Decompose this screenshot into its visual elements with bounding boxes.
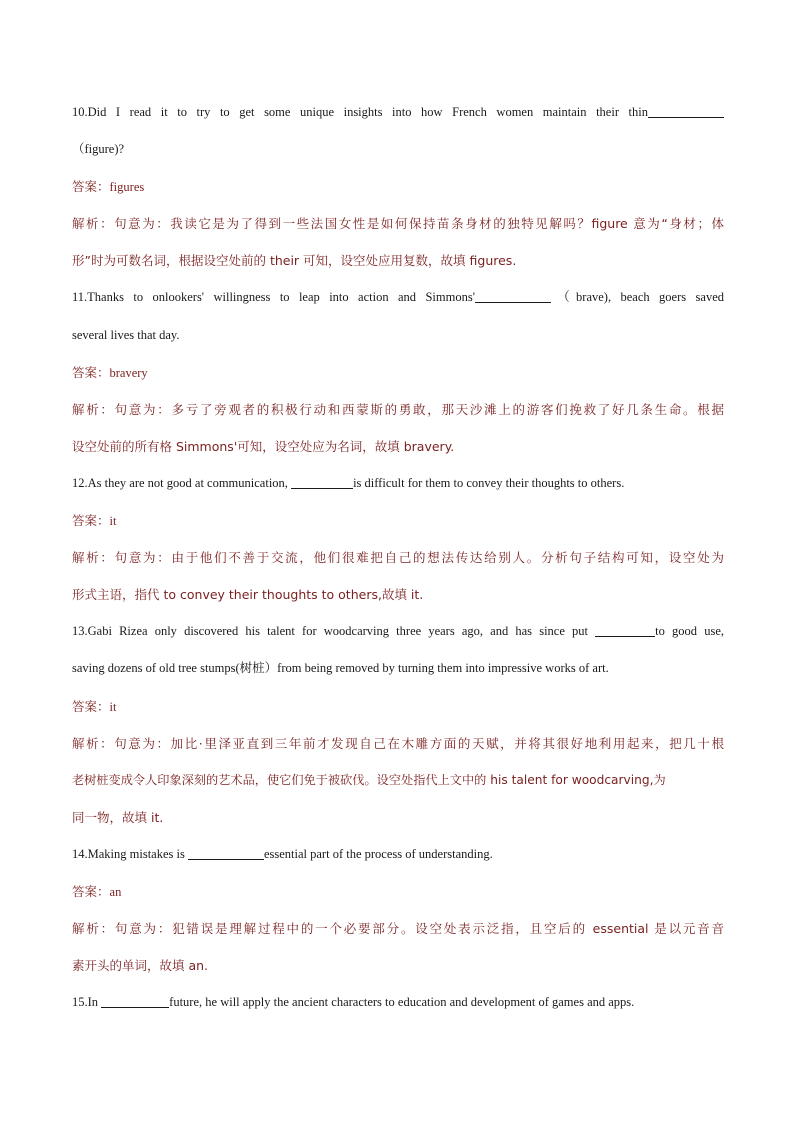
question-text: 13.Gabi Rizea only discovered his talent for woodcarving three years ago, and has since put: [72, 624, 596, 639]
analysis-text: 加比·里泽亚直到三年前才发现自己在木雕方面的天赋，并将其很好地利用起来，把几十根: [170, 735, 724, 751]
question-text: is difficult for them to convey their thoughts to others.: [353, 475, 625, 490]
question-14-line-1: [72, 836, 724, 873]
analysis-text: 同一物，故填 it.: [72, 809, 164, 825]
answer-value: it: [109, 699, 117, 714]
answer-value: an: [109, 884, 122, 899]
question-15-line-1: [72, 984, 724, 1021]
answer-value: it: [109, 514, 117, 529]
analysis-text: 设空处前的所有格 Simmons'可知，设空处应为名词，故填 bravery.: [72, 438, 455, 454]
analysis-text: 形”时为可数名词，根据设空处前的 their 可知，设空处应用复数，故填 figures.: [72, 253, 517, 269]
question-11-line-2: [72, 317, 724, 354]
answer-12: [72, 502, 724, 539]
analysis-13-line-2: [72, 762, 724, 799]
analysis-10-line-1: [72, 205, 724, 242]
analysis-label: 解析：: [72, 921, 115, 937]
answer-13: [72, 688, 724, 725]
answer-11: [72, 354, 724, 391]
question-text: 15.In: [72, 995, 102, 1010]
question-10-line-1: [72, 94, 724, 131]
analysis-text: 句意为：犯错误是理解过程中的一个必要部分。设空处表示泛指，且空后的 essential 是以元音音: [114, 921, 724, 937]
question-text: 14.Making mistakes is: [72, 846, 188, 861]
answer-label: 答案：: [72, 179, 110, 195]
answer-label: 答案：: [72, 698, 110, 714]
analysis-13-line-3: [72, 799, 724, 836]
exercise-page: [72, 94, 724, 1021]
answer-blank: [595, 624, 655, 637]
answer-blank: [291, 476, 353, 489]
question-11-line-1: [72, 279, 724, 316]
answer-14: [72, 873, 724, 910]
question-text: 10.Did I read it to try to get some unique insights into how French women maintain their thin: [72, 105, 648, 119]
question-text: several lives that day.: [72, 327, 180, 342]
answer-blank: [188, 847, 264, 860]
answer-label: 答案：: [72, 364, 110, 380]
question-hint: （figure)?: [72, 142, 125, 157]
answer-value: bravery: [109, 365, 148, 380]
answer-blank: [101, 995, 169, 1008]
analysis-label: 解析：: [72, 735, 115, 751]
analysis-14-line-2: [72, 947, 724, 984]
analysis-text: 句意为：多亏了旁观者的积极行动和西蒙斯的勇敢，那天沙滩上的游客们挽救了好几条生命。根据: [114, 401, 724, 417]
question-text: future, he will apply the ancient characters to education and development of games and apps.: [169, 995, 635, 1010]
question-text: （brave), beach goers saved: [550, 290, 724, 305]
analysis-label: 解析：: [72, 550, 115, 566]
analysis-text: 素开头的单词，故填 an.: [72, 958, 209, 974]
answer-10: [72, 168, 724, 205]
answer-label: 答案：: [72, 513, 110, 529]
question-text: 12.As they are not good at communication,: [72, 475, 292, 490]
analysis-prefix: 句意为：: [114, 735, 171, 751]
question-text: saving dozens of old tree stumps(树桩）from being removed by turning them into impressive works of art.: [72, 661, 609, 676]
analysis-text: 句意为：我读它是为了得到一些法国女性是如何保持苗条身材的独特见解吗？figure 意为“身材；体: [114, 216, 724, 232]
analysis-text: 形式主语，指代 to convey their thoughts to others,故填 it.: [72, 587, 424, 603]
analysis-label: 解析：: [72, 216, 115, 232]
analysis-12-line-1: [72, 539, 724, 576]
analysis-text: 老树桩变成令人印象深刻的艺术品，使它们免于被砍伐。设空处指代上文中的 his talent for woodcarving,为: [72, 772, 666, 787]
answer-value: figures: [109, 180, 145, 195]
analysis-10-line-2: [72, 242, 724, 279]
question-text: to good use,: [655, 624, 724, 639]
analysis-13-line-1: [72, 725, 724, 762]
analysis-text: 句意为：由于他们不善于交流，他们很难把自己的想法传达给别人。分析句子结构可知，设空处为: [114, 550, 724, 566]
question-10-line-2: [72, 131, 724, 168]
question-12-line-1: [72, 465, 724, 502]
answer-label: 答案：: [72, 883, 110, 899]
answer-blank: [475, 290, 551, 303]
question-13-line-2: [72, 650, 724, 687]
analysis-11-line-1: [72, 391, 724, 428]
analysis-11-line-2: [72, 428, 724, 465]
analysis-14-line-1: [72, 910, 724, 947]
answer-blank: [648, 105, 724, 118]
question-text: 11.Thanks to onlookers' willingness to leap into action and Simmons': [72, 290, 475, 305]
question-13-line-1: [72, 613, 724, 650]
analysis-12-line-2: [72, 576, 724, 613]
question-text: essential part of the process of understanding.: [263, 846, 493, 861]
analysis-label: 解析：: [72, 401, 115, 417]
